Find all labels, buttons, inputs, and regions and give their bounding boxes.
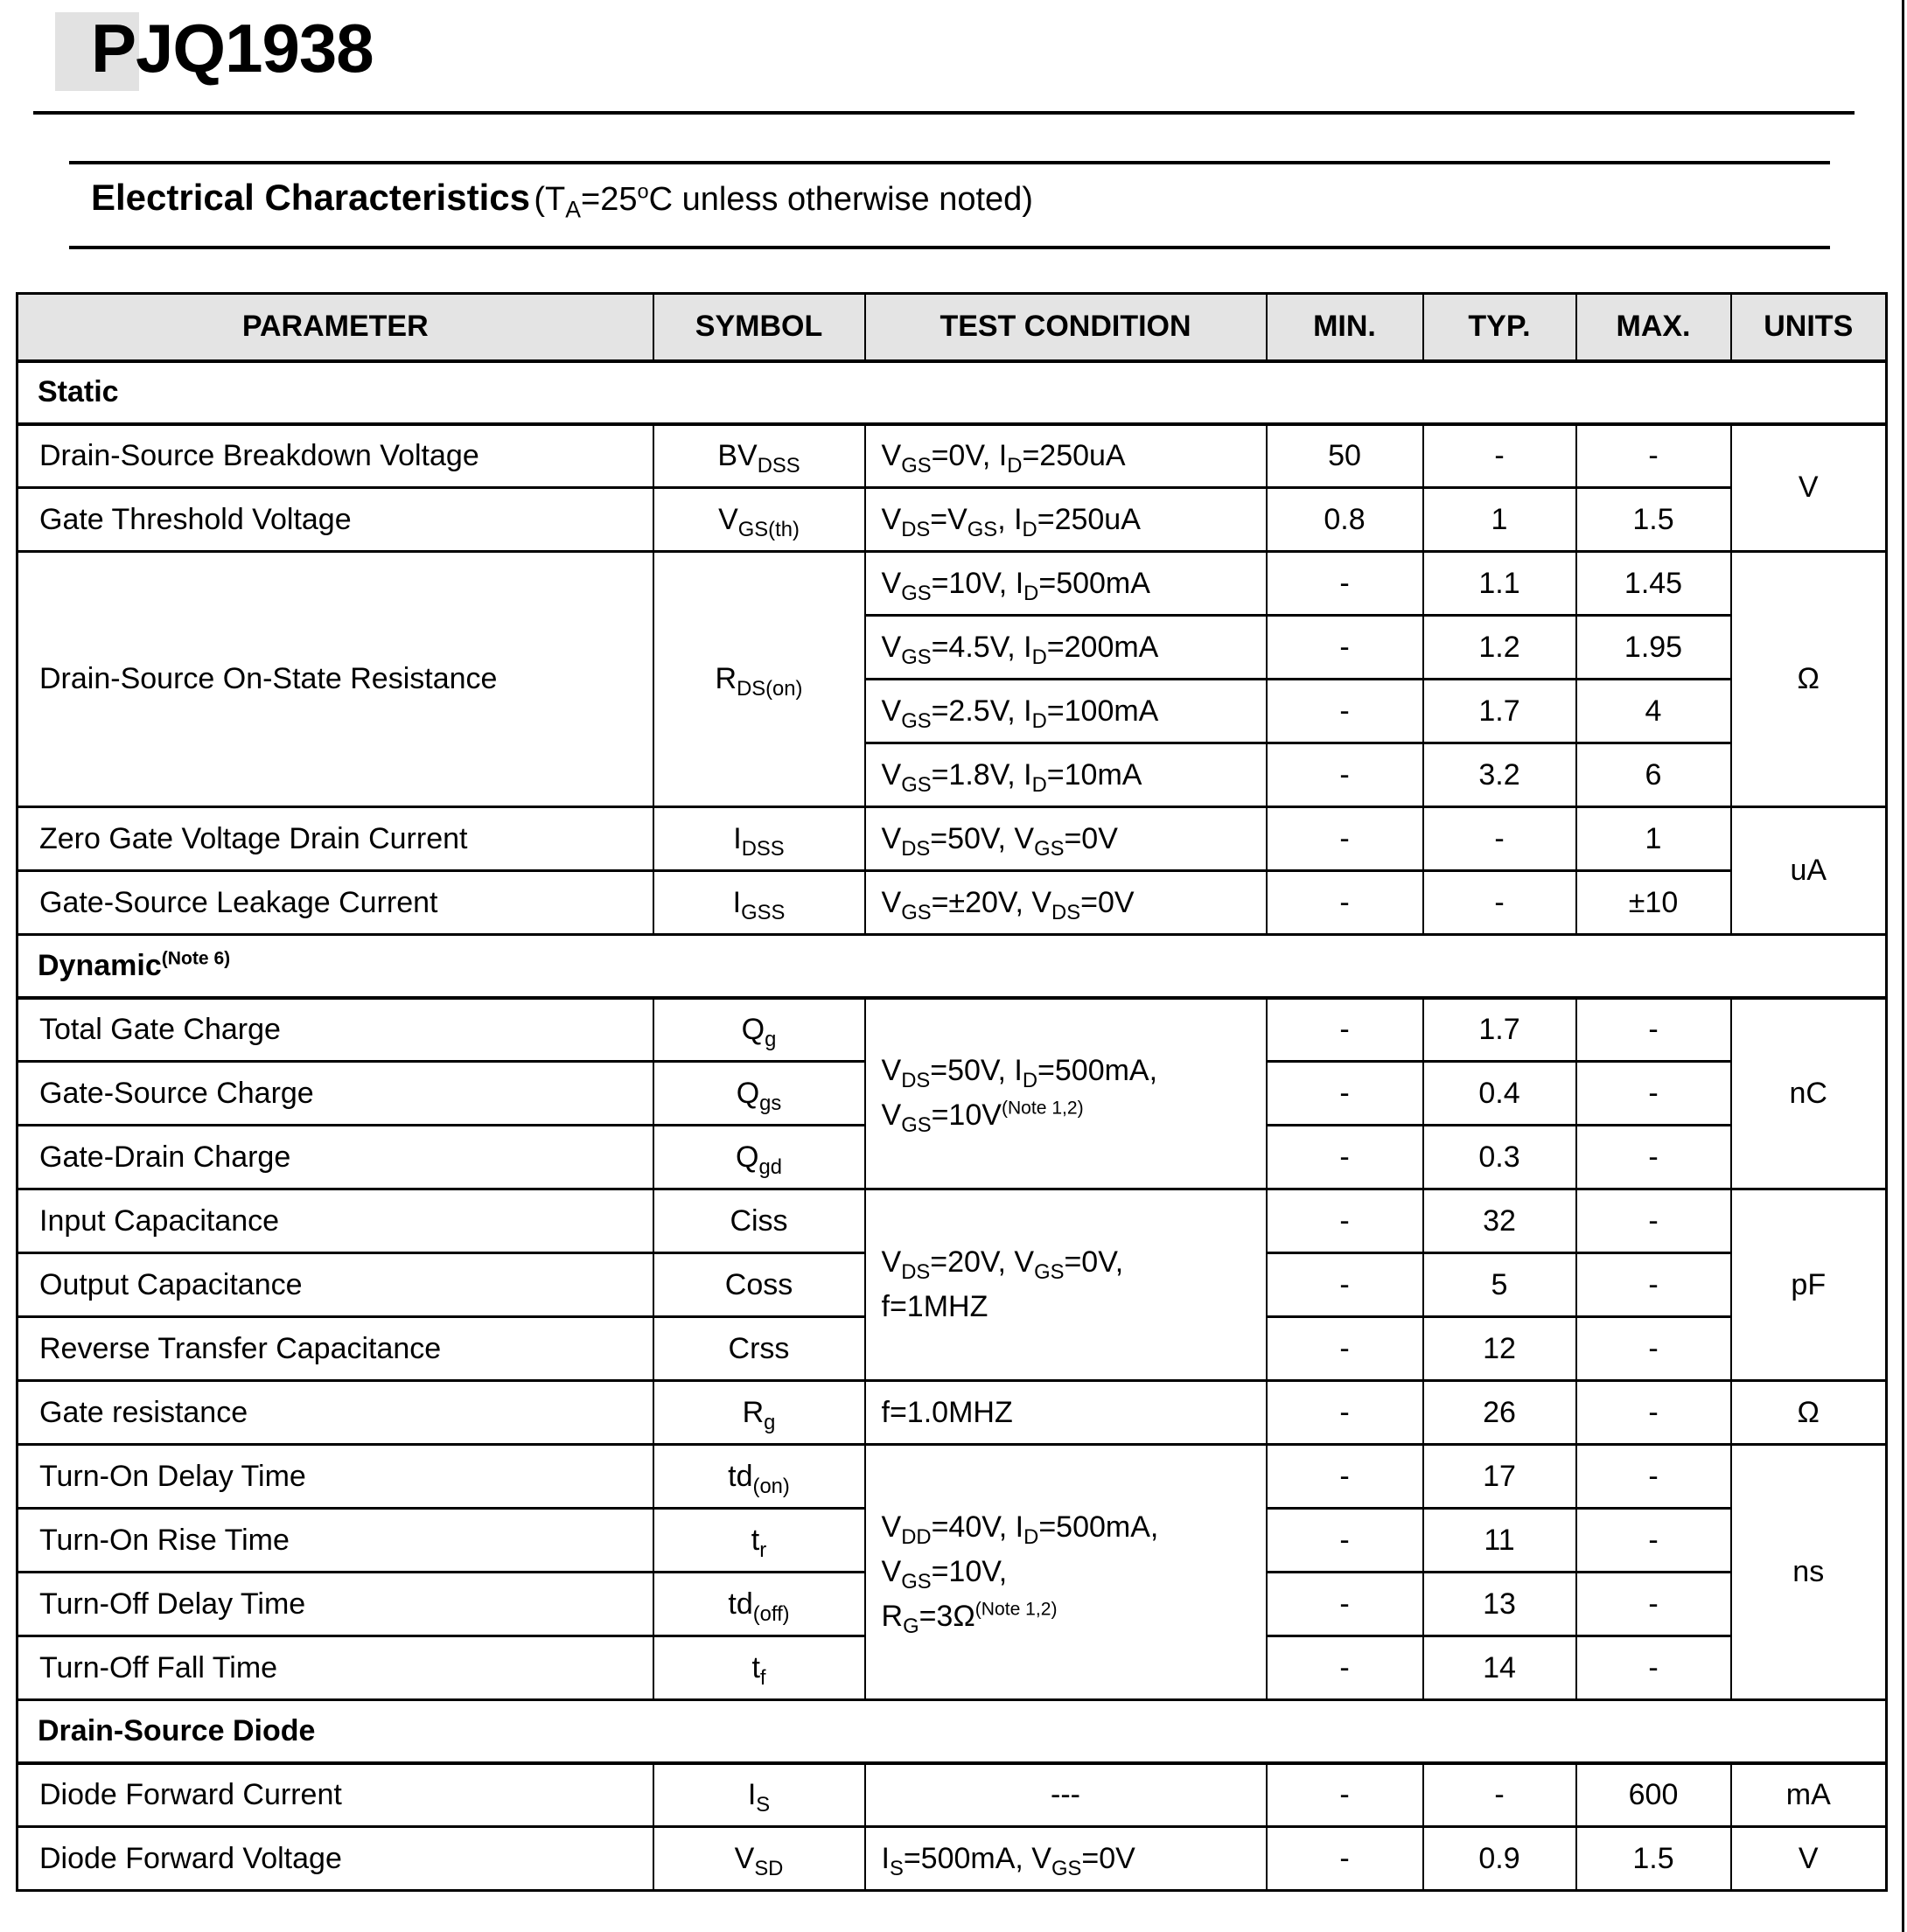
section-heading [91,177,1033,223]
column-header: SYMBOL [653,294,865,361]
cell-typ: 1.7 [1423,998,1576,1062]
cell-min: - [1267,1827,1423,1891]
cell-min: - [1267,1381,1423,1445]
cell-min: - [1267,807,1423,871]
cell-symbol: $R_g$ [653,1381,865,1445]
cell-typ: 3.2 [1423,743,1576,807]
cell-symbol: $Q_{gd}$ [653,1126,865,1189]
cell-typ: 0.4 [1423,1062,1576,1126]
table-row [17,488,1887,552]
cell-typ: 5 [1423,1253,1576,1317]
cell-param: Reverse Transfer Capacitance [17,1317,653,1381]
cell-typ: 32 [1423,1189,1576,1253]
cell-max: 1.95 [1576,616,1731,680]
cell-typ: 1 [1423,488,1576,552]
section-title: Electrical Characteristics [91,177,530,218]
cell-symbol: $I_{DSS}$ [653,807,865,871]
cell-param: Turn-Off Delay Time [17,1573,653,1636]
table-header [17,294,1887,361]
cell-typ: - [1423,424,1576,488]
cell-min: - [1267,871,1423,935]
section-label: Static [17,361,1887,424]
cell-param: Gate-Source Charge [17,1062,653,1126]
cell-symbol: $R_{DS(on)}$ [653,552,865,807]
cell-symbol: $V_{SD}$ [653,1827,865,1891]
cell-symbol: Coss [653,1253,865,1317]
cell-param: Gate-Drain Charge [17,1126,653,1189]
cell-units: V [1731,1827,1887,1891]
cell-symbol: $V_{GS(th)}$ [653,488,865,552]
cell-min: - [1267,552,1423,616]
cell-max: 1.45 [1576,552,1731,616]
cell-test: $V_{DS}=50V$, $V_{GS}=0V$ [865,807,1267,871]
column-header: TEST CONDITION [865,294,1267,361]
section-row [17,1700,1887,1763]
cell-min: - [1267,680,1423,743]
cell-test: $V_{GS}=1.8V$, $I_D=10mA$ [865,743,1267,807]
cell-typ: - [1423,807,1576,871]
cell-min: - [1267,1253,1423,1317]
section-condition: ($T_A=25^oC$ unless otherwise noted) [534,179,1033,223]
cell-max: - [1576,1636,1731,1700]
column-header: PARAMETER [17,294,653,361]
cell-units: pF [1731,1189,1887,1381]
cell-test: $V_{DS}=20V$, $V_{GS}=0V$, f=1MHZ [865,1189,1267,1381]
cell-test: $V_{GS}=\pm 20V$, $V_{DS}=0V$ [865,871,1267,935]
cell-test: $V_{DS}=V_{GS}$, $I_D=250uA$ [865,488,1267,552]
table-row [17,807,1887,871]
section-row [17,935,1887,998]
cell-param: Gate resistance [17,1381,653,1445]
cell-max: - [1576,1573,1731,1636]
cell-typ: - [1423,871,1576,935]
cell-typ: 12 [1423,1317,1576,1381]
cell-param: Diode Forward Voltage [17,1827,653,1891]
page-right-border [1902,0,1904,1932]
cell-max: - [1576,1189,1731,1253]
page-title: PJQ1938 [91,10,374,87]
cell-symbol: $t_f$ [653,1636,865,1700]
column-header: MIN. [1267,294,1423,361]
cell-min: - [1267,1126,1423,1189]
cell-test: $V_{GS}=2.5V$, $I_D=100mA$ [865,680,1267,743]
cell-symbol: $I_S$ [653,1763,865,1827]
cell-min: - [1267,743,1423,807]
table-row [17,552,1887,616]
cell-test: --- [865,1763,1267,1827]
cell-typ: 0.9 [1423,1827,1576,1891]
cell-max: - [1576,1253,1731,1317]
cell-test: $V_{DD}=40V$, $I_D=500mA$, $V_{GS}=10V$, $R_G=3\Omega^{(Note 1,2)}$ [865,1445,1267,1700]
cell-test: $V_{DS}=50V$, $I_D=500mA$, $V_{GS}=10V^{(Note 1,2)}$ [865,998,1267,1189]
table-row [17,871,1887,935]
cell-min: - [1267,616,1423,680]
cell-param: Gate-Source Leakage Current [17,871,653,935]
cell-max: 1.5 [1576,1827,1731,1891]
cell-test: f=1.0MHZ [865,1381,1267,1445]
cell-units: uA [1731,807,1887,935]
header-row [17,294,1887,361]
electrical-characteristics-table [16,292,1888,1892]
cell-test: $V_{GS}=10V$, $I_D=500mA$ [865,552,1267,616]
cell-param: Zero Gate Voltage Drain Current [17,807,653,871]
table-body [17,361,1887,1891]
column-header: MAX. [1576,294,1731,361]
cell-units: ns [1731,1445,1887,1700]
cell-param: Drain-Source On-State Resistance [17,552,653,807]
cell-max: 600 [1576,1763,1731,1827]
cell-min: - [1267,1062,1423,1126]
cell-max: - [1576,998,1731,1062]
cell-symbol: $td_{(on)}$ [653,1445,865,1509]
cell-min: - [1267,1445,1423,1509]
cell-param: Turn-Off Fall Time [17,1636,653,1700]
cell-max: - [1576,424,1731,488]
cell-max: - [1576,1509,1731,1573]
cell-max: - [1576,1317,1731,1381]
cell-min: 0.8 [1267,488,1423,552]
cell-param: Turn-On Rise Time [17,1509,653,1573]
cell-max: 1.5 [1576,488,1731,552]
cell-param: Gate Threshold Voltage [17,488,653,552]
table-row [17,1381,1887,1445]
divider-top [33,111,1855,115]
cell-typ: 26 [1423,1381,1576,1445]
cell-typ: 13 [1423,1573,1576,1636]
section-label: Drain-Source Diode [17,1700,1887,1763]
cell-symbol: $I_{GSS}$ [653,871,865,935]
cell-max: - [1576,1062,1731,1126]
cell-max: - [1576,1445,1731,1509]
cell-symbol: $Q_{gs}$ [653,1062,865,1126]
column-header: TYP. [1423,294,1576,361]
cell-units: Ω [1731,1381,1887,1445]
cell-min: 50 [1267,424,1423,488]
cell-max: 6 [1576,743,1731,807]
cell-test: $V_{GS}=4.5V$, $I_D=200mA$ [865,616,1267,680]
cell-units: V [1731,424,1887,552]
cell-min: - [1267,998,1423,1062]
cell-test: $V_{GS}=0V$, $I_D=250uA$ [865,424,1267,488]
cell-symbol: $BV_{DSS}$ [653,424,865,488]
cell-min: - [1267,1763,1423,1827]
divider-heading-top [69,161,1830,164]
cell-max: 1 [1576,807,1731,871]
cell-units: nC [1731,998,1887,1189]
cell-max: ±10 [1576,871,1731,935]
cell-min: - [1267,1636,1423,1700]
cell-typ: 14 [1423,1636,1576,1700]
cell-min: - [1267,1317,1423,1381]
cell-param: Total Gate Charge [17,998,653,1062]
table-row [17,1445,1887,1509]
cell-typ: 1.1 [1423,552,1576,616]
cell-param: Input Capacitance [17,1189,653,1253]
cell-typ: - [1423,1763,1576,1827]
divider-heading-bottom [69,246,1830,249]
table-row [17,1827,1887,1891]
cell-min: - [1267,1509,1423,1573]
cell-typ: 11 [1423,1509,1576,1573]
cell-typ: 17 [1423,1445,1576,1509]
table-row [17,1189,1887,1253]
table-row [17,424,1887,488]
cell-max: - [1576,1126,1731,1189]
cell-typ: 0.3 [1423,1126,1576,1189]
cell-min: - [1267,1189,1423,1253]
section-label: Dynamic$^{(Note 6)}$ [17,935,1887,998]
cell-symbol: $Q_g$ [653,998,865,1062]
cell-max: 4 [1576,680,1731,743]
cell-test: $I_S=500mA$, $V_{GS}=0V$ [865,1827,1267,1891]
cell-symbol: Crss [653,1317,865,1381]
cell-typ: 1.7 [1423,680,1576,743]
cell-typ: 1.2 [1423,616,1576,680]
cell-units: Ω [1731,552,1887,807]
section-row [17,361,1887,424]
cell-symbol: Ciss [653,1189,865,1253]
cell-symbol: $t_r$ [653,1509,865,1573]
cell-units: mA [1731,1763,1887,1827]
cell-min: - [1267,1573,1423,1636]
cell-max: - [1576,1381,1731,1445]
column-header: UNITS [1731,294,1887,361]
cell-param: Diode Forward Current [17,1763,653,1827]
cell-param: Turn-On Delay Time [17,1445,653,1509]
table-row [17,998,1887,1062]
table-row [17,1763,1887,1827]
cell-param: Output Capacitance [17,1253,653,1317]
cell-param: Drain-Source Breakdown Voltage [17,424,653,488]
cell-symbol: $td_{(off)}$ [653,1573,865,1636]
